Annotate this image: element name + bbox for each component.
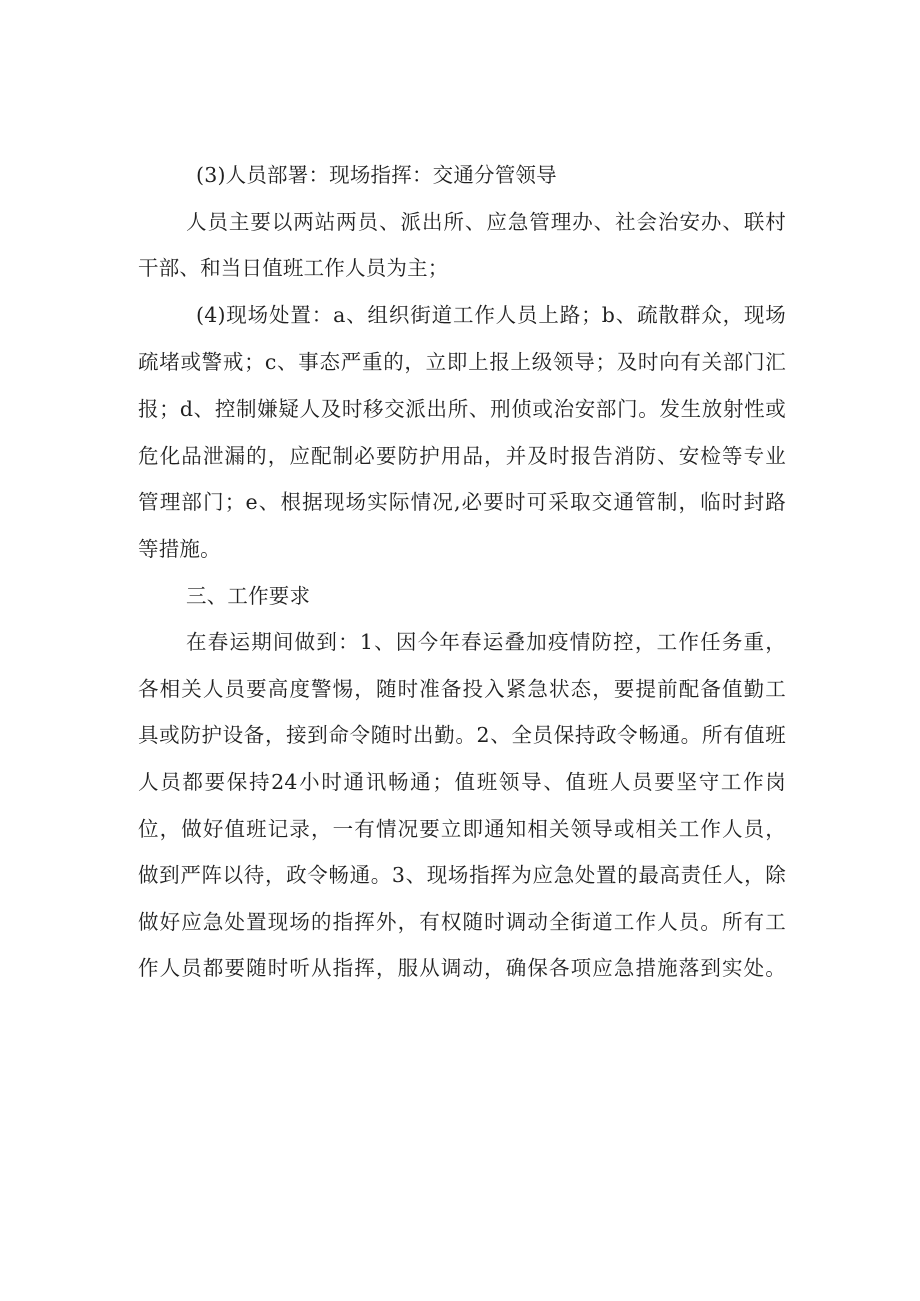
- paragraph-line-13: 具或防护设备，接到命令随时出勤。2、全员保持政令畅通。所有值班: [138, 723, 786, 747]
- paragraph-line-6: 报；d、控制嫌疑人及时移交派出所、刑侦或治安部门。发生放射性或: [138, 397, 786, 421]
- paragraph-line-14: 人员都要保持24小时通讯畅通；值班领导、值班人员要坚守工作岗: [138, 770, 786, 794]
- paragraph-line-16: 做到严阵以待，政令畅通。3、现场指挥为应急处置的最高责任人，除: [138, 863, 786, 887]
- paragraph-line-5: 疏堵或警戒；c、事态严重的，立即上报上级领导；及时向有关部门汇: [138, 350, 786, 374]
- paragraph-line-15: 位，做好值班记录，一有情况要立即通知相关领导或相关工作人员，: [138, 817, 786, 841]
- paragraph-line-17: 做好应急处置现场的指挥外，有权随时调动全街道工作人员。所有工: [138, 910, 786, 934]
- section-heading: 三、工作要求: [186, 584, 311, 608]
- paragraph-line-1: (3)人员部署：现场指挥：交通分管领导: [196, 163, 557, 187]
- paragraph-line-4: (4)现场处置：a、组织街道工作人员上路；b、疏散群众，现场: [196, 303, 786, 327]
- paragraph-line-3: 干部、和当日值班工作人员为主；: [138, 256, 449, 280]
- paragraph-line-8: 管理部门；e、根据现场实际情况,必要时可采取交通管制，临时封路: [138, 490, 786, 514]
- paragraph-line-2: 人员主要以两站两员、派出所、应急管理办、社会治安办、联村: [186, 210, 786, 234]
- paragraph-line-18: 作人员都要随时听从指挥，服从调动，确保各项应急措施落到实处。: [138, 956, 786, 980]
- paragraph-line-9: 等措施。: [138, 537, 221, 561]
- paragraph-line-7: 危化品泄漏的，应配制必要防护用品，并及时报告消防、安检等专业: [138, 444, 786, 468]
- paragraph-line-12: 各相关人员要高度警惕，随时准备投入紧急状态，要提前配备值勤工: [138, 677, 786, 701]
- paragraph-line-11: 在春运期间做到：1、因今年春运叠加疫情防控，工作任务重，: [186, 630, 786, 654]
